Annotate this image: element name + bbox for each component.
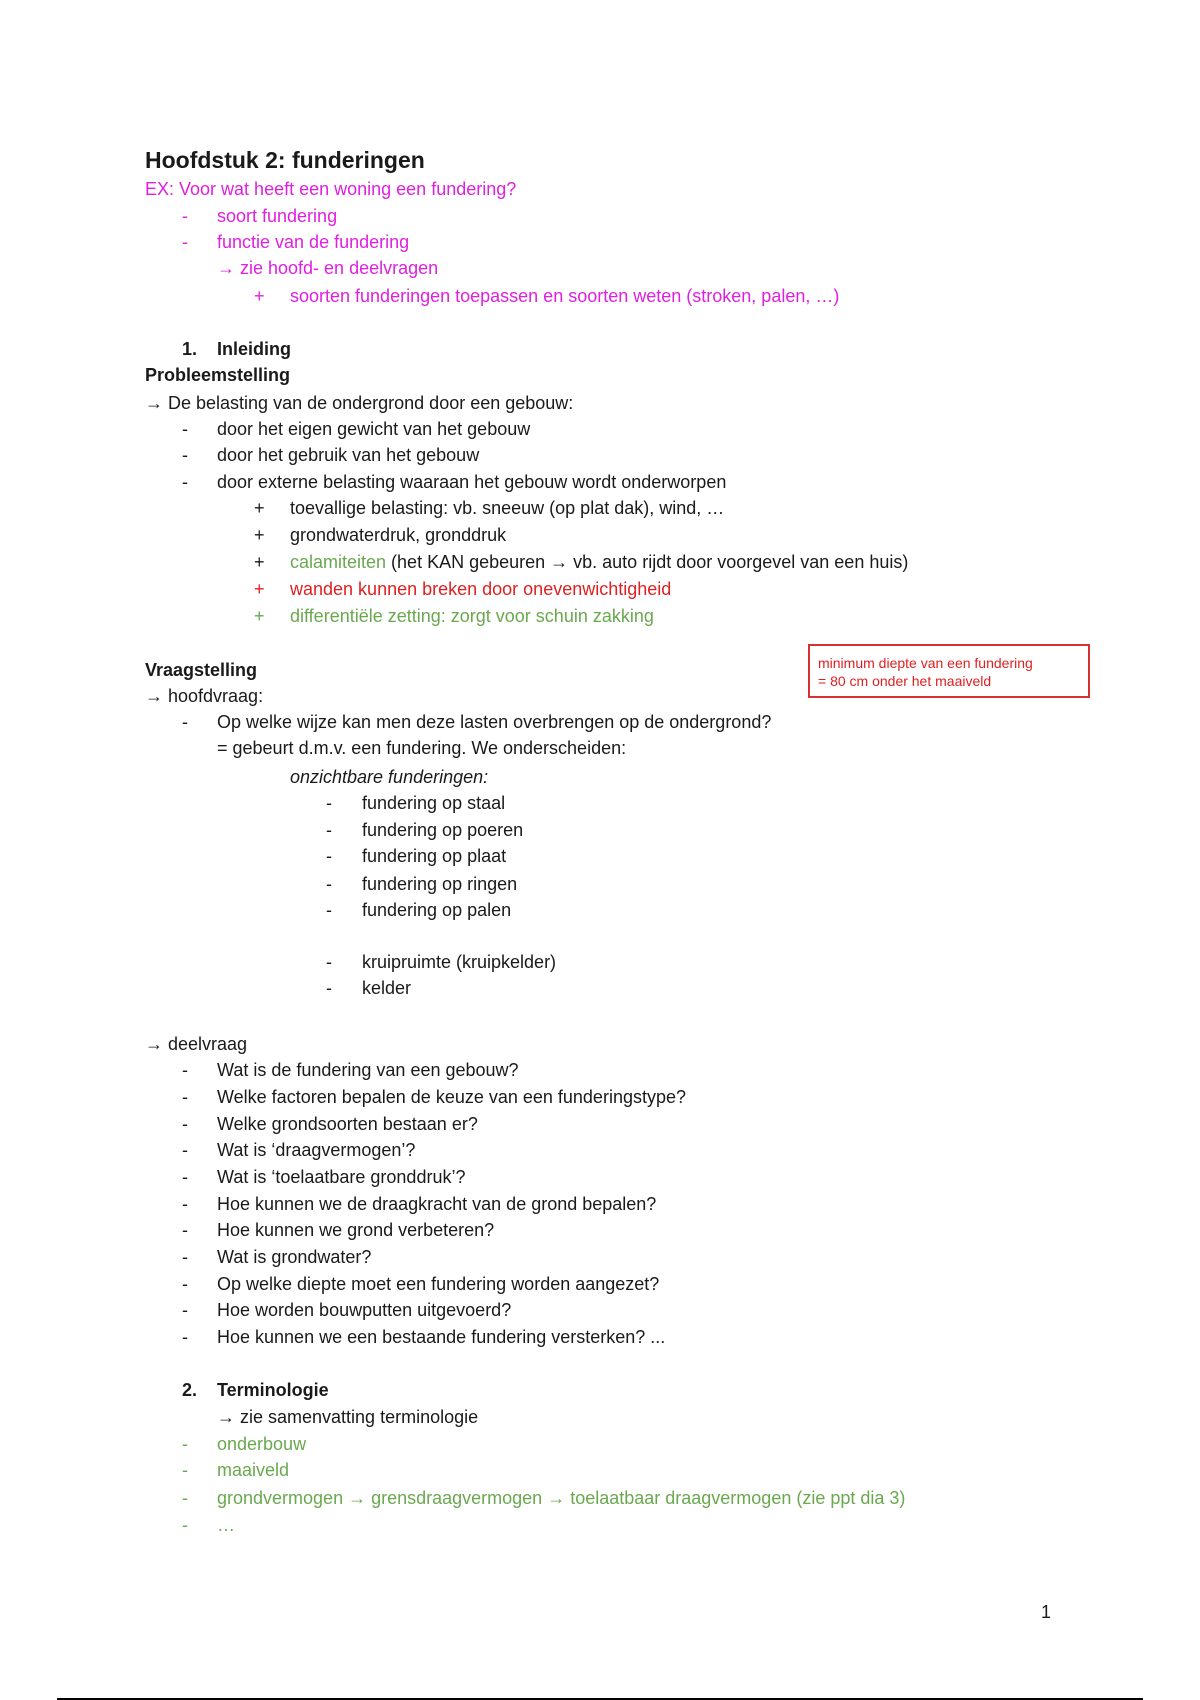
ex-bullet: soort fundering [217,206,338,226]
bullet-dash: - [182,1460,188,1480]
bullet-dash: - [182,1194,188,1214]
bullet-plus: + [254,525,265,545]
section-title: Terminologie [217,1380,329,1400]
bullet-dash: - [182,1274,188,1294]
section-title: Inleiding [217,339,291,359]
list-item: door externe belasting waaraan het gebouw wordt onderworpen [217,472,727,492]
section-number: 1. [182,339,198,359]
list-item: onderbouw [217,1434,307,1454]
list-item: fundering op plaat [362,846,507,866]
bullet-dash: - [182,1434,188,1454]
list-item: Hoe kunnen we de draagkracht van de grond bepalen? [217,1194,657,1214]
list-item: Op welke diepte moet een fundering worden aangezet? [217,1274,660,1294]
bullet-dash: - [182,472,188,492]
list-item: Wat is ‘draagvermogen’? [217,1140,416,1160]
bullet-dash: - [326,793,332,813]
subheading-probleemstelling: Probleemstelling [145,365,291,385]
list-item: Hoe kunnen we een bestaande fundering versterken? ... [217,1327,666,1347]
bullet-dash: - [182,1114,188,1134]
highlight-calamiteiten: calamiteiten [290,552,387,572]
bullet-dash: - [182,1300,188,1320]
bullet-dash: - [182,1220,188,1240]
bullet-dash: - [182,445,188,465]
sub-item: toevallige belasting: vb. sneeuw (op plat dak), wind, … [290,498,725,518]
bullet-dash: - [182,1327,188,1347]
list-item: kruipruimte (kruipkelder) [362,952,557,972]
ex-plus-item: soorten funderingen toepassen en soorten weten (stroken, palen, …) [290,286,840,306]
bullet-plus: + [254,286,265,306]
list-item: door het gebruik van het gebouw [217,445,480,465]
onzichtbaar-label: onzichtbare funderingen: [290,767,489,787]
bullet-dash: - [326,874,332,894]
list-item: Wat is de fundering van een gebouw? [217,1060,519,1080]
sub-item: grondwaterdruk, gronddruk [290,525,507,545]
list-item: kelder [362,978,412,998]
ex-bullet: functie van de fundering [217,232,410,252]
bullet-dash: - [182,1087,188,1107]
sub-item: differentiële zetting: zorgt voor schuin zakking [290,606,654,626]
list-item: Welke grondsoorten bestaan er? [217,1114,478,1134]
bullet-dash: - [326,952,332,972]
note-line: minimum diepte van een fundering [818,655,1033,671]
page-number: 1 [1041,1602,1052,1622]
list-item: Hoe kunnen we grond verbeteren? [217,1220,495,1240]
section-number: 2. [182,1380,198,1400]
subheading-vraagstelling: Vraagstelling [145,660,258,680]
hoofdvraag: Op welke wijze kan men deze lasten overbrengen op de ondergrond? [217,712,772,732]
bullet-dash: - [182,1060,188,1080]
bullet-dash: - [182,232,188,252]
bullet-dash: - [182,1515,188,1535]
list-item: door het eigen gewicht van het gebouw [217,419,531,439]
bullet-plus: + [254,606,265,626]
bullet-dash: - [182,1247,188,1267]
page-title: Hoofdstuk 2: funderingen [145,147,425,173]
note-box [808,644,1090,698]
list-item: Wat is ‘toelaatbare gronddruk’? [217,1167,466,1187]
sub-item: wanden kunnen breken door onevenwichtigheid [290,579,672,599]
bullet-dash: - [326,820,332,840]
probleem-intro: → De belasting van de ondergrond door een gebouw: [145,393,574,413]
bullet-plus: + [254,552,265,572]
bullet-dash: - [182,1488,188,1508]
sub-item [290,551,908,573]
list-item: maaiveld [217,1460,290,1480]
list-item: … [217,1515,235,1535]
list-item: fundering op staal [362,793,506,813]
terminologie-arrow: → zie samenvatting terminologie [217,1407,479,1427]
list-item: Welke factoren bepalen de keuze van een funderingstype? [217,1087,686,1107]
ex-question: EX: Voor wat heeft een woning een fundering? [145,179,517,199]
bullet-dash: - [326,900,332,920]
bullet-dash: - [182,206,188,226]
ex-arrow-note: → zie hoofd- en deelvragen [217,258,439,278]
bullet-dash: - [182,1167,188,1187]
deelvraag-label: → deelvraag [145,1034,248,1054]
bullet-dash: - [182,1140,188,1160]
list-item: fundering op ringen [362,874,518,894]
sub-item-rest: (het KAN gebeuren → vb. auto rijdt door voorgevel van een huis) [386,552,909,572]
hoofdvraag-label: → hoofdvraag: [145,686,264,706]
hoofdvraag-answer: = gebeurt d.m.v. een fundering. We onderscheiden: [217,738,627,758]
list-item: Wat is grondwater? [217,1247,372,1267]
list-item: grondvermogen → grensdraagvermogen → toelaatbaar draagvermogen (zie ppt dia 3) [217,1488,906,1508]
list-item: Hoe worden bouwputten uitgevoerd? [217,1300,512,1320]
bullet-plus: + [254,498,265,518]
bullet-dash: - [182,712,188,732]
bullet-plus: + [254,579,265,599]
list-item: fundering op palen [362,900,512,920]
bullet-dash: - [326,846,332,866]
bullet-dash: - [326,978,332,998]
note-line: = 80 cm onder het maaiveld [818,673,992,689]
bullet-dash: - [182,419,188,439]
list-item: fundering op poeren [362,820,524,840]
